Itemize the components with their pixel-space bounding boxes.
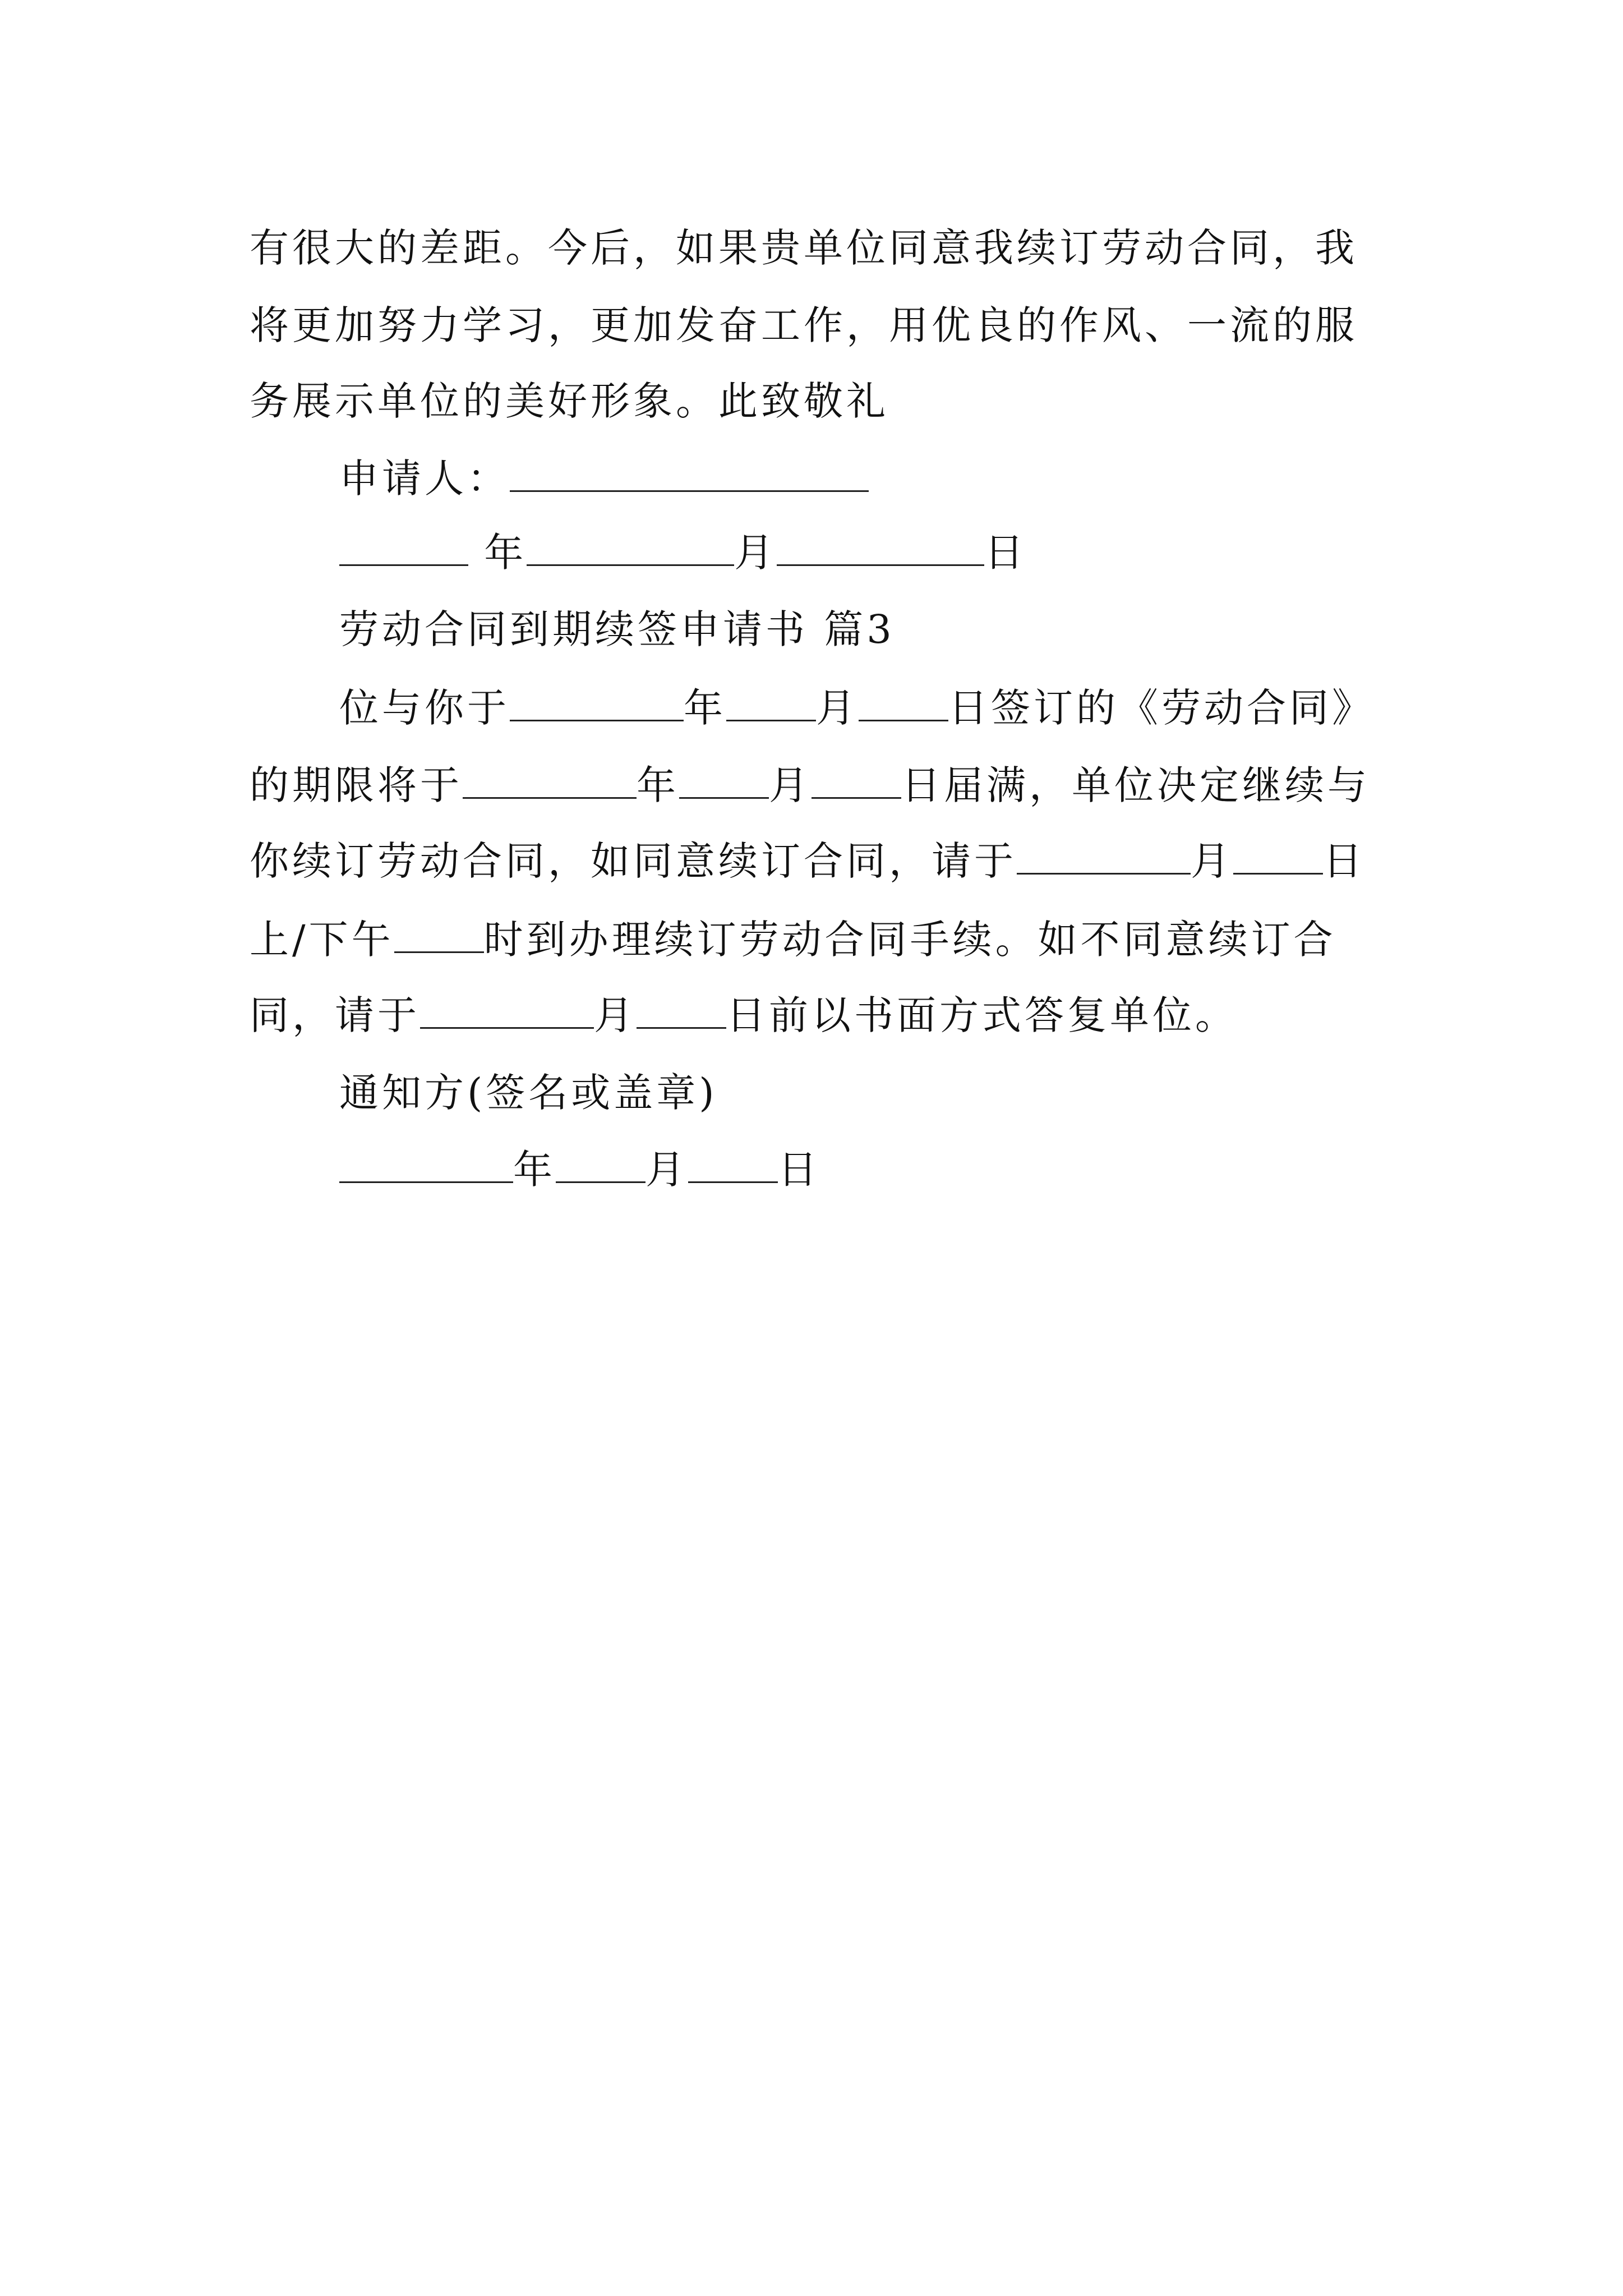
notifier-date-line	[339, 1144, 1478, 1195]
paragraph-text: 有很大的差距。今后，如果贵单位同意我续订劳动合同，我	[250, 225, 1358, 271]
day-blank	[1233, 838, 1323, 875]
notice-text: 位与你于	[339, 685, 510, 731]
section-title	[339, 604, 1478, 655]
month-label: 月	[594, 992, 637, 1038]
notice-text: 你续订劳动合同，如同意续订合同，请于	[250, 838, 1017, 884]
paragraph-text: 将更加努力学习，更加发奋工作，用优良的作风、一流的服	[250, 302, 1358, 348]
paragraph-text: 务展示单位的美好形象。此致敬礼	[250, 378, 889, 424]
notice-text: 上/下午	[250, 917, 394, 963]
day-blank	[637, 992, 726, 1029]
month-label: 月	[816, 685, 859, 731]
notice-text: 日签订的《劳动合同》	[948, 685, 1375, 731]
year-label: 年	[484, 530, 527, 576]
notice-line	[339, 683, 1478, 733]
paragraph-line	[250, 376, 1388, 426]
year-blank	[510, 685, 684, 721]
month-blank	[679, 762, 769, 799]
month-label: 月	[645, 1147, 688, 1193]
notice-line	[250, 760, 1388, 811]
day-label: 日	[778, 1147, 820, 1193]
month-blank	[556, 1147, 645, 1183]
day-blank	[777, 530, 984, 566]
hour-blank	[394, 917, 484, 953]
month-blank	[527, 530, 734, 566]
year-blank	[339, 530, 468, 566]
notice-text: 同，请于	[250, 992, 420, 1038]
notifier-label: 通知方(签名或盖章)	[339, 1070, 718, 1116]
notice-line	[250, 836, 1388, 886]
day-blank	[811, 762, 901, 799]
year-label: 年	[637, 762, 679, 808]
notice-text: 日前以书面方式答复单位。	[726, 992, 1238, 1038]
notice-line	[250, 914, 1388, 965]
day-label: 日	[1323, 838, 1366, 884]
month-label: 月	[1191, 838, 1233, 884]
notice-line	[250, 990, 1388, 1041]
notice-text: 日届满，单位决定继续与	[901, 762, 1370, 808]
year-label: 年	[513, 1147, 556, 1193]
notifier-line	[339, 1068, 1478, 1118]
paragraph-line	[250, 300, 1388, 351]
applicant-label: 申请人：	[339, 455, 510, 501]
month-label: 月	[734, 530, 777, 576]
day-blank	[859, 685, 948, 721]
paragraph-line	[250, 223, 1388, 273]
year-blank	[463, 762, 637, 799]
month-blank	[726, 685, 816, 721]
notice-text: 的期限将于	[250, 762, 463, 808]
day-blank	[688, 1147, 778, 1183]
signature-date-line	[339, 527, 1478, 578]
month-blank	[1017, 838, 1191, 875]
year-label: 年	[684, 685, 726, 731]
month-blank	[420, 992, 594, 1029]
year-blank	[339, 1147, 513, 1183]
applicant-line	[339, 453, 1478, 504]
applicant-blank	[510, 455, 869, 492]
notice-text: 时到办理续订劳动合同手续。如不同意续订合	[483, 917, 1336, 963]
section-title-text: 劳动合同到期续签申请书 篇3	[339, 606, 895, 652]
day-label: 日	[984, 530, 1027, 576]
month-label: 月	[769, 762, 811, 808]
